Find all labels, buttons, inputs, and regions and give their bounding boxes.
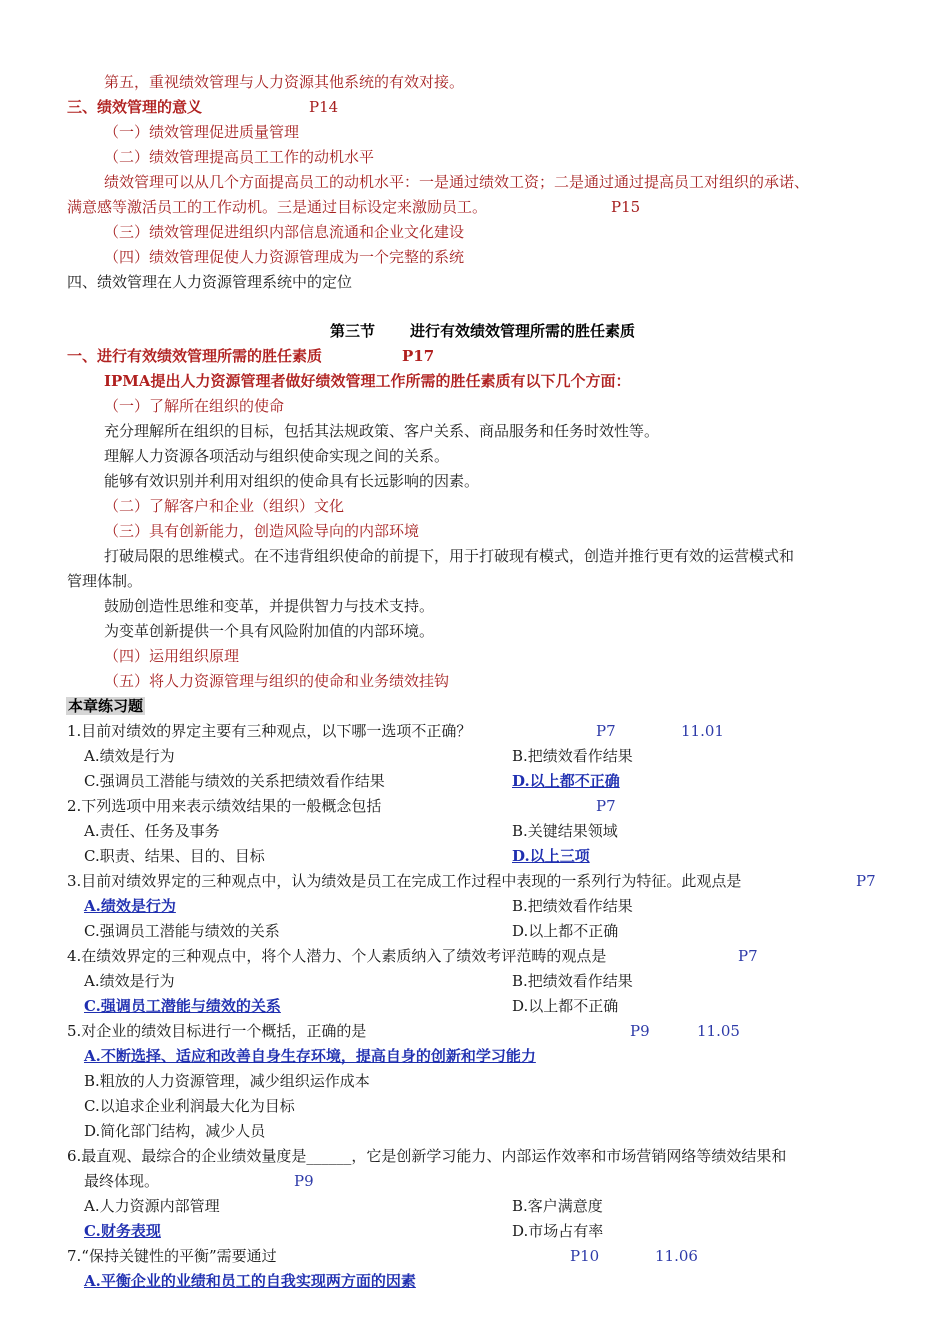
ref-p15: P15 bbox=[611, 198, 641, 216]
competency-3: （三）具有创新能力，创造风险导向的内部环境 bbox=[104, 522, 420, 540]
competency-3-detail-1a: 打破局限的思维模式。在不违背组织使命的前提下，用于打破现有模式，创造并推行更有效的运营模式和 bbox=[104, 547, 795, 565]
ipma-intro: IPMA提出人力资源管理者做好绩效管理工作所需的胜任素质有以下几个方面： bbox=[104, 372, 631, 390]
question-2-stem: 2.下列选项中用来表示绩效结果的一般概念包括 bbox=[67, 797, 382, 815]
exercises-title bbox=[66, 696, 145, 716]
question-4-ref: P7 bbox=[738, 947, 758, 965]
para-motivation-line1: 绩效管理可以从几个方面提高员工的动机水平：一是通过绩效工资；二是通过通过提高员工对组织的承诺、 bbox=[104, 173, 810, 191]
question-5-answer-a: A.不断选择、适应和改善自身生存环境，提高自身的创新和学习能力 bbox=[84, 1047, 536, 1065]
section-number: 第三节 bbox=[330, 322, 376, 340]
competency-1-detail-2: 理解人力资源各项活动与组织使命实现之间的关系。 bbox=[104, 447, 450, 465]
question-2-option-c: C.职责、结果、目的、目标 bbox=[84, 847, 265, 865]
question-6-option-a: A.人力资源内部管理 bbox=[84, 1197, 220, 1215]
question-3-ref: P7 bbox=[856, 872, 876, 890]
competency-4: （四）运用组织原理 bbox=[104, 647, 240, 665]
competency-3-detail-1b: 管理体制。 bbox=[67, 572, 143, 590]
exercises-title-text: 本章练习题 bbox=[68, 697, 144, 715]
item-motivation: （二）绩效管理提高员工工作的动机水平 bbox=[104, 148, 375, 166]
question-6-option-d: D.市场占有率 bbox=[512, 1222, 604, 1240]
question-3-option-b: B.把绩效看作结果 bbox=[512, 897, 633, 915]
item-complete-system: （四）绩效管理促使人力资源管理成为一个完整的系统 bbox=[104, 248, 465, 266]
question-6-option-b: B.客户满意度 bbox=[512, 1197, 603, 1215]
section-title: 进行有效绩效管理所需的胜任素质 bbox=[410, 322, 636, 340]
item-info-flow: （三）绩效管理促进组织内部信息流通和企业文化建设 bbox=[104, 223, 465, 241]
competency-3-detail-2: 鼓励创造性思维和变革，并提供智力与技术支持。 bbox=[104, 597, 435, 615]
question-4-option-b: B.把绩效看作结果 bbox=[512, 972, 633, 990]
question-4-option-d: D.以上都不正确 bbox=[512, 997, 619, 1015]
question-6-stem-line2: 最终体现。 bbox=[84, 1172, 160, 1190]
question-7-stem: 7.“保持关键性的平衡”需要通过 bbox=[67, 1247, 277, 1265]
competency-3-detail-3: 为变革创新提供一个具有风险附加值的内部环境。 bbox=[104, 622, 435, 640]
question-3-answer-a: A.绩效是行为 bbox=[84, 897, 176, 915]
question-6-stem-line1: 6.最直观、最综合的企业绩效量度是______，它是创新学习能力、内部运作效率和市场营销网络等绩效结果和 bbox=[67, 1147, 787, 1165]
question-5-date: 11.05 bbox=[697, 1022, 740, 1040]
question-1-option-a: A.绩效是行为 bbox=[84, 747, 175, 765]
question-1-date: 11.01 bbox=[681, 722, 724, 740]
question-7-ref: P10 bbox=[570, 1247, 600, 1265]
question-3-stem: 3.目前对绩效界定的三种观点中，认为绩效是员工在完成工作过程中表现的一系列行为特征。此观点是 bbox=[67, 872, 742, 890]
question-4-answer-c: C.强调员工潜能与绩效的关系 bbox=[84, 997, 281, 1015]
heading-significance: 三、绩效管理的意义 bbox=[67, 98, 203, 116]
question-5-option-b: B.粗放的人力资源管理，减少组织运作成本 bbox=[84, 1072, 370, 1090]
question-5-option-c: C.以追求企业利润最大化为目标 bbox=[84, 1097, 295, 1115]
heading-positioning: 四、绩效管理在人力资源管理系统中的定位 bbox=[67, 273, 353, 291]
question-3-option-c: C.强调员工潜能与绩效的关系 bbox=[84, 922, 280, 940]
question-7-answer-a: A.平衡企业的业绩和员工的自我实现两方面的因素 bbox=[84, 1272, 416, 1290]
question-7-date: 11.06 bbox=[655, 1247, 698, 1265]
question-1-option-b: B.把绩效看作结果 bbox=[512, 747, 633, 765]
question-4-stem: 4.在绩效界定的三种观点中，将个人潜力、个人素质纳入了绩效考评范畴的观点是 bbox=[67, 947, 607, 965]
question-6-ref: P9 bbox=[294, 1172, 314, 1190]
question-1-option-c: C.强调员工潜能与绩效的关系把绩效看作结果 bbox=[84, 772, 385, 790]
ref-p14: P14 bbox=[309, 98, 339, 116]
competency-2: （二）了解客户和企业（组织）文化 bbox=[104, 497, 345, 515]
question-1-answer-d: D.以上都不正确 bbox=[512, 772, 620, 790]
competency-1-detail-3: 能够有效识别并利用对组织的使命具有长远影响的因素。 bbox=[104, 472, 480, 490]
ref-p17: P17 bbox=[402, 347, 435, 365]
question-5-stem: 5.对企业的绩效目标进行一个概括，正确的是 bbox=[67, 1022, 367, 1040]
question-2-answer-d: D.以上三项 bbox=[512, 847, 590, 865]
question-6-answer-c: C.财务表现 bbox=[84, 1222, 161, 1240]
question-2-option-b: B.关键结果领域 bbox=[512, 822, 618, 840]
text-fifth-point: 第五，重视绩效管理与人力资源其他系统的有效对接。 bbox=[104, 73, 465, 91]
question-1-stem: 1.目前对绩效的界定主要有三种观点，以下哪一选项不正确？ bbox=[67, 722, 472, 740]
competency-5: （五）将人力资源管理与组织的使命和业务绩效挂钩 bbox=[104, 672, 450, 690]
question-3-option-d: D.以上都不正确 bbox=[512, 922, 619, 940]
question-2-option-a: A.责任、任务及事务 bbox=[84, 822, 220, 840]
competency-1: （一）了解所在组织的使命 bbox=[104, 397, 285, 415]
question-4-option-a: A.绩效是行为 bbox=[84, 972, 175, 990]
question-5-option-d: D.简化部门结构，减少人员 bbox=[84, 1122, 266, 1140]
para-motivation-line2: 满意感等激活员工的工作动机。三是通过目标设定来激励员工。 bbox=[67, 198, 488, 216]
question-5-ref: P9 bbox=[630, 1022, 650, 1040]
heading-competency: 一、进行有效绩效管理所需的胜任素质 bbox=[67, 347, 323, 365]
item-quality: （一）绩效管理促进质量管理 bbox=[104, 123, 300, 141]
question-1-ref: P7 bbox=[596, 722, 616, 740]
question-2-ref: P7 bbox=[596, 797, 616, 815]
competency-1-detail-1: 充分理解所在组织的目标，包括其法规政策、客户关系、商品服务和任务时效性等。 bbox=[104, 422, 660, 440]
